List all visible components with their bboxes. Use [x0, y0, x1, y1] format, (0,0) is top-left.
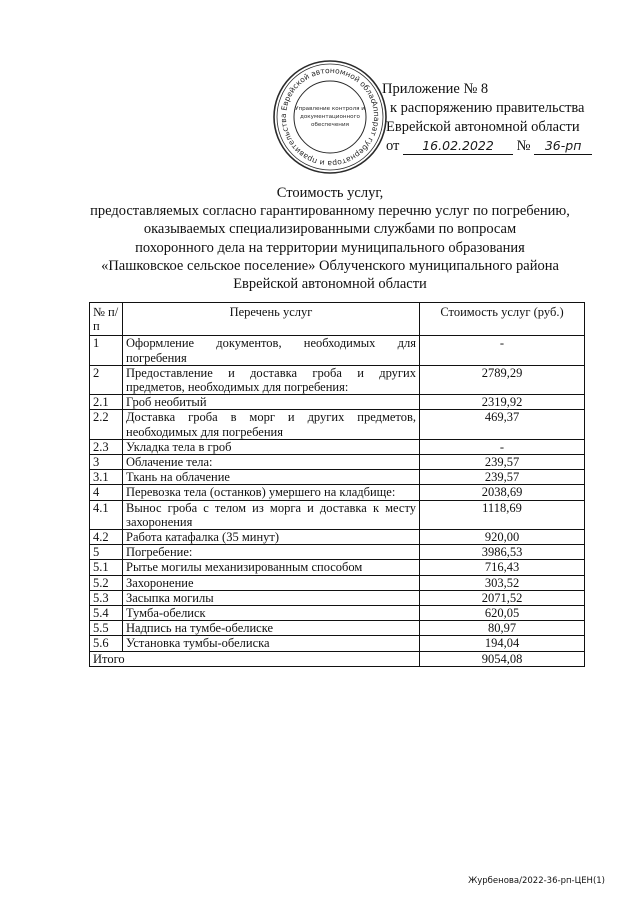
table-row — [90, 545, 585, 560]
table-row — [90, 621, 585, 636]
stamp-center-line: документационного — [300, 114, 360, 120]
row-number: 4.1 — [90, 500, 123, 529]
appendix-authority: Еврейской автономной области — [386, 119, 580, 135]
row-number: 2.2 — [90, 410, 123, 439]
header-cost: Стоимость услуг (руб.) — [420, 303, 585, 336]
title-line: «Пашковское сельское поселение» Облученского муниципального района — [101, 257, 559, 274]
row-number: 5.1 — [90, 560, 123, 575]
row-service: Гроб необитый — [123, 395, 420, 410]
stamp-center-line: обеспечения — [311, 122, 349, 128]
services-table — [89, 302, 585, 667]
table-row — [90, 590, 585, 605]
row-service: Погребение: — [123, 545, 420, 560]
table-row — [90, 485, 585, 500]
table-row — [90, 439, 585, 454]
header-number: № п/п — [90, 303, 123, 336]
row-cost: 303,52 — [420, 575, 585, 590]
row-number: 1 — [90, 336, 123, 365]
document-title — [60, 184, 600, 293]
row-service: Установка тумбы-обелиска — [123, 636, 420, 651]
table-row — [90, 455, 585, 470]
document-footer: Журбенова/2022-36-рп-ЦЕН(1) — [468, 876, 605, 886]
row-service: Укладка тела в гроб — [123, 439, 420, 454]
row-service: Доставка гроба в морг и других предметов, необходимых для погребения — [123, 410, 420, 439]
title-line: Еврейской автономной области — [233, 276, 427, 293]
row-cost: 469,37 — [420, 410, 585, 439]
handwritten-number: 36-рп — [534, 138, 592, 155]
row-number: 5.4 — [90, 606, 123, 621]
row-service: Вынос гроба с телом из морга и доставка к месту захоронения — [123, 500, 420, 529]
stamp-ring-text: Аппарат губернатора и правительства Еврейской автономной области — [278, 65, 382, 169]
row-number: 4 — [90, 485, 123, 500]
table-row — [90, 530, 585, 545]
table-row — [90, 395, 585, 410]
row-cost: 194,04 — [420, 636, 585, 651]
row-cost: 2071,52 — [420, 590, 585, 605]
row-cost: 920,00 — [420, 530, 585, 545]
stamp-center-line: Управление контроля и — [295, 106, 365, 112]
row-number: 2.1 — [90, 395, 123, 410]
row-cost: - — [420, 336, 585, 365]
table-row — [90, 410, 585, 439]
row-number: 5.5 — [90, 621, 123, 636]
row-cost: 3986,53 — [420, 545, 585, 560]
appendix-block — [382, 80, 622, 156]
table-row — [90, 470, 585, 485]
row-cost: 716,43 — [420, 560, 585, 575]
row-service: Тумба-обелиск — [123, 606, 420, 621]
appendix-date-number — [382, 137, 622, 156]
table-body — [90, 336, 585, 651]
handwritten-date: 16.02.2022 — [403, 138, 513, 155]
table-row — [90, 500, 585, 529]
row-number: 3 — [90, 455, 123, 470]
table-row — [90, 606, 585, 621]
table-row — [90, 636, 585, 651]
row-service: Надпись на тумбе-обелиске — [123, 621, 420, 636]
row-number: 5 — [90, 545, 123, 560]
row-service: Засыпка могилы — [123, 590, 420, 605]
table-row — [90, 365, 585, 394]
row-service: Ткань на облачение — [123, 470, 420, 485]
stamp-seal-icon — [271, 58, 389, 176]
header-services: Перечень услуг — [123, 303, 420, 336]
row-cost: 239,57 — [420, 470, 585, 485]
row-number: 4.2 — [90, 530, 123, 545]
row-service: Работа катафалка (35 минут) — [123, 530, 420, 545]
row-number: 2 — [90, 365, 123, 394]
row-number: 5.3 — [90, 590, 123, 605]
total-row — [90, 651, 585, 666]
row-cost: 2789,29 — [420, 365, 585, 394]
total-value: 9054,08 — [420, 651, 585, 666]
table-row — [90, 336, 585, 365]
row-number: 2.3 — [90, 439, 123, 454]
row-cost: 80,97 — [420, 621, 585, 636]
row-cost: 2319,92 — [420, 395, 585, 410]
appendix-order-ref: к распоряжению правительства — [390, 100, 585, 116]
appendix-title: Приложение № 8 — [382, 81, 489, 97]
row-service: Рытье могилы механизированным способом — [123, 560, 420, 575]
row-service: Предоставление и доставка гроба и других предметов, необходимых для погребения: — [123, 365, 420, 394]
from-label: от — [386, 138, 400, 154]
row-service: Перевозка тела (останков) умершего на кладбище: — [123, 485, 420, 500]
title-line: предоставляемых согласно гарантированному перечню услуг по погребению, — [90, 203, 570, 220]
row-number: 3.1 — [90, 470, 123, 485]
row-cost: 1118,69 — [420, 500, 585, 529]
title-line: Стоимость услуг, — [276, 185, 384, 201]
total-label: Итого — [90, 651, 420, 666]
table-row — [90, 560, 585, 575]
row-cost: - — [420, 439, 585, 454]
row-number: 5.2 — [90, 575, 123, 590]
row-cost: 620,05 — [420, 606, 585, 621]
row-number: 5.6 — [90, 636, 123, 651]
official-stamp — [271, 58, 389, 176]
row-service: Облачение тела: — [123, 455, 420, 470]
row-cost: 2038,69 — [420, 485, 585, 500]
title-line: похоронного дела на территории муниципального образования — [135, 239, 525, 256]
number-label: № — [516, 138, 531, 154]
table-header-row — [90, 303, 585, 336]
row-cost: 239,57 — [420, 455, 585, 470]
table-row — [90, 575, 585, 590]
title-line: оказываемых специализированными службами по вопросам — [143, 221, 517, 238]
row-service: Захоронение — [123, 575, 420, 590]
row-service: Оформление документов, необходимых для погребения — [123, 336, 420, 365]
